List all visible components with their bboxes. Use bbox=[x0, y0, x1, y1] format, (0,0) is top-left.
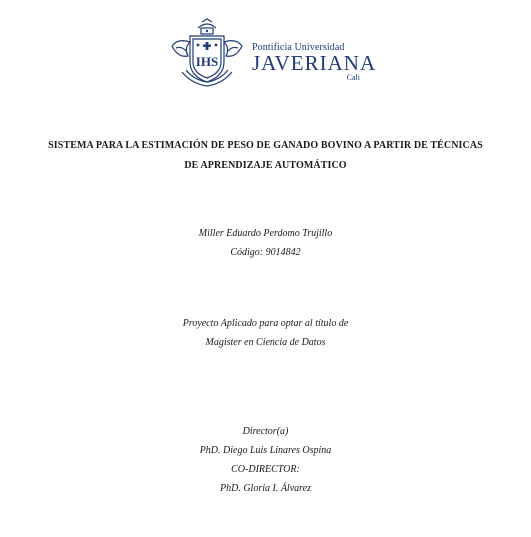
seal-monogram-text: IHS bbox=[195, 54, 219, 69]
supervision-block bbox=[0, 422, 531, 498]
codirector-name: PhD. Gloria I. Álvarez bbox=[219, 483, 311, 494]
director-label: Director(a) bbox=[242, 426, 289, 437]
university-logo bbox=[168, 18, 377, 88]
logo-line-javeriana: JAVERIANA bbox=[252, 51, 377, 75]
degree-statement-line-2: Magister en Ciencia de Datos bbox=[205, 337, 326, 348]
thesis-title-line-1: SISTEMA PARA LA ESTIMACIÓN DE PESO DE GANADO BOVINO A PARTIR DE TÉCNICAS bbox=[48, 140, 483, 151]
codirector-label: CO-DIRECTOR: bbox=[231, 464, 300, 475]
thesis-title bbox=[20, 136, 511, 176]
degree-statement bbox=[0, 314, 531, 352]
logo-line-cali: Cali bbox=[346, 73, 360, 82]
author-code: Código: 9014842 bbox=[230, 247, 301, 258]
degree-statement-line-1: Proyecto Aplicado para optar al título de bbox=[182, 318, 349, 329]
thesis-title-line-2: DE APRENDIZAJE AUTOMÁTICO bbox=[184, 160, 347, 171]
javeriana-seal-icon bbox=[168, 18, 246, 88]
author-name: Miller Eduardo Perdomo Trujillo bbox=[198, 228, 333, 239]
logo-wordmark bbox=[252, 42, 377, 82]
author-block bbox=[0, 224, 531, 262]
director-name: PhD. Diego Luis Linares Ospina bbox=[199, 445, 332, 456]
logo-line-pontificia: Pontificia Universidad bbox=[252, 42, 345, 53]
